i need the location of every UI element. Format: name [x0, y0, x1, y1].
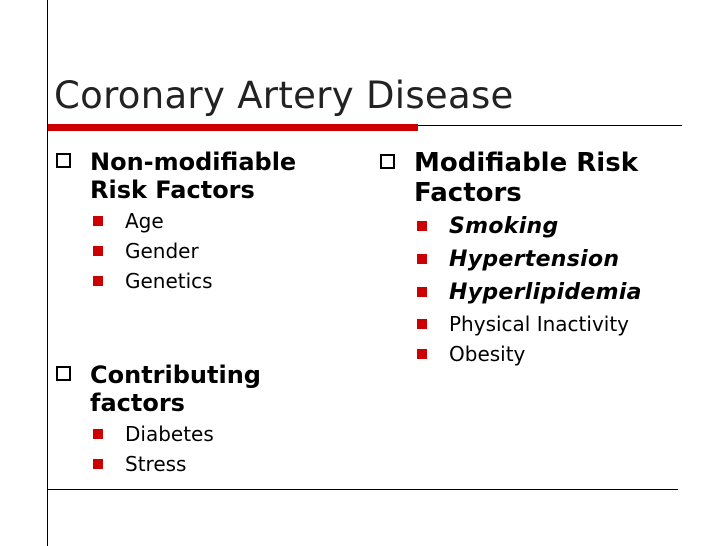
checkbox-bullet-icon — [56, 366, 71, 381]
heading-line: factors — [90, 389, 185, 417]
list-item — [378, 210, 718, 243]
non-modifiable-heading — [54, 148, 354, 204]
square-bullet-icon — [93, 216, 103, 226]
list-item-text: Hyperlipidemia — [449, 280, 642, 305]
square-bullet-icon — [93, 429, 103, 439]
square-bullet-icon — [93, 246, 103, 256]
square-bullet-icon — [417, 319, 427, 329]
list-item — [54, 419, 354, 449]
list-item-text: Gender — [125, 239, 199, 263]
list-item — [378, 243, 718, 276]
list-item — [378, 309, 718, 339]
title-accent-bar — [48, 124, 418, 131]
square-bullet-icon — [417, 349, 427, 359]
bottom-divider — [48, 489, 678, 490]
list-item — [54, 449, 354, 479]
list-item-text: Age — [125, 209, 164, 233]
checkbox-bullet-icon — [380, 154, 395, 169]
list-item — [54, 206, 354, 236]
list-item — [54, 266, 354, 296]
list-item-text: Smoking — [449, 214, 559, 239]
square-bullet-icon — [93, 276, 103, 286]
list-item — [378, 339, 718, 369]
non-modifiable-section — [54, 148, 354, 296]
square-bullet-icon — [417, 254, 427, 264]
left-border-line — [47, 0, 48, 546]
list-item-text: Physical Inactivity — [449, 312, 630, 336]
list-item-text: Diabetes — [125, 422, 214, 446]
square-bullet-icon — [417, 287, 427, 297]
modifiable-section — [378, 148, 718, 369]
heading-line: Risk Factors — [90, 176, 255, 204]
contributing-section — [54, 361, 354, 479]
modifiable-heading — [378, 148, 718, 208]
list-item-text: Genetics — [125, 269, 213, 293]
list-item-text: Obesity — [449, 342, 526, 366]
checkbox-bullet-icon — [56, 153, 71, 168]
list-item — [378, 276, 718, 309]
heading-line: Non-modifiable — [90, 148, 297, 176]
list-item-text: Stress — [125, 452, 187, 476]
list-item-text: Hypertension — [449, 247, 620, 272]
heading-line: Contributing — [90, 361, 261, 389]
list-item — [54, 236, 354, 266]
square-bullet-icon — [93, 459, 103, 469]
square-bullet-icon — [417, 221, 427, 231]
heading-line: Modifiable Risk — [414, 148, 638, 178]
heading-line: Factors — [414, 178, 522, 208]
slide-title: Coronary Artery Disease — [54, 74, 514, 117]
contributing-heading — [54, 361, 354, 417]
